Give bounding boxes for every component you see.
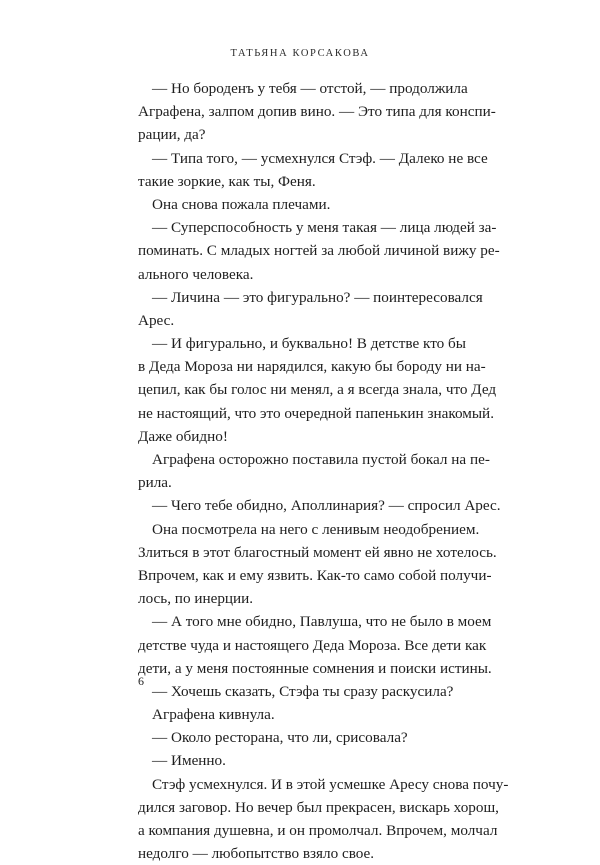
text-line: Она посмотрела на него с ленивым неодобрением. xyxy=(152,520,480,538)
text-line: — А того мне обидно, Павлуша, что не было в моем xyxy=(152,613,492,631)
body-text xyxy=(138,77,509,865)
text-line: — Но бороденъ у тебя — отстой, — продолжила xyxy=(152,80,468,97)
text-line: — Типа того, — усмехнулся Стэф. — Далеко не все xyxy=(152,149,488,167)
text-line: — Суперспособность у меня такая — лица людей за- xyxy=(152,219,497,237)
text-line: детстве чуда и настоящего Деда Мороза. Все дети как xyxy=(138,636,487,654)
text-line: Аграфена осторожно поставила пустой бокал на пе- xyxy=(152,451,490,468)
text-line: поминать. С младых ногтей за любой личиной вижу ре- xyxy=(138,242,500,260)
text-line: дети, а у меня постоянные сомнения и поиски истины. xyxy=(138,659,492,677)
text-line: Стэф усмехнулся. И в этой усмешке Аресу снова почу- xyxy=(152,775,509,793)
text-line: Арес. xyxy=(138,311,175,329)
text-line: недолго — любопытство взяло свое. xyxy=(138,845,375,863)
text-line: цепил, как бы голос ни менял, а я всегда знала, что Дед xyxy=(138,381,497,399)
text-line: такие зоркие, как ты, Феня. xyxy=(138,172,316,190)
text-line: лось, по инерции. xyxy=(138,590,254,608)
text-line: в Деда Мороза ни нарядился, какую бы бороду ни на- xyxy=(138,358,486,376)
text-line: — Личина — это фигурально? — поинтересовался xyxy=(152,288,483,306)
text-line: — Хочешь сказать, Стэфа ты сразу раскусила? xyxy=(152,682,454,700)
text-line: — И фигурально, и буквально! В детстве кто бы xyxy=(152,335,466,353)
text-line: не настоящий, что это очередной папенькин знакомый. xyxy=(138,404,494,422)
text-line: — Около ресторана, что ли, срисовала? xyxy=(152,729,408,747)
text-line: Даже обидно! xyxy=(138,427,228,445)
text-line: а компания душевна, и он промолчал. Впрочем, молчал xyxy=(138,822,498,839)
text-line: рации, да? xyxy=(138,126,206,144)
text-line: Злиться в этот благостный момент ей явно не хотелось. xyxy=(138,543,497,561)
running-header: ТАТЬЯНА КОРСАКОВА xyxy=(230,48,370,59)
text-line: Она снова пожала плечами. xyxy=(152,195,331,213)
text-line: Аграфена кивнула. xyxy=(152,706,275,724)
text-line: дился заговор. Но вечер был прекрасен, вискарь хорош, xyxy=(138,798,499,816)
text-line: рила. xyxy=(138,474,172,492)
text-line: ального человека. xyxy=(138,265,254,283)
text-line: Впрочем, как и ему язвить. Как-то само собой получи- xyxy=(138,566,492,584)
text-line: — Именно. xyxy=(152,752,226,770)
page-number: 6 xyxy=(138,674,144,688)
text-line: Аграфена, залпом допив вино. — Это типа для конспи- xyxy=(138,103,496,121)
text-line: — Чего тебе обидно, Аполлинария? — спросил Арес. xyxy=(152,497,501,515)
